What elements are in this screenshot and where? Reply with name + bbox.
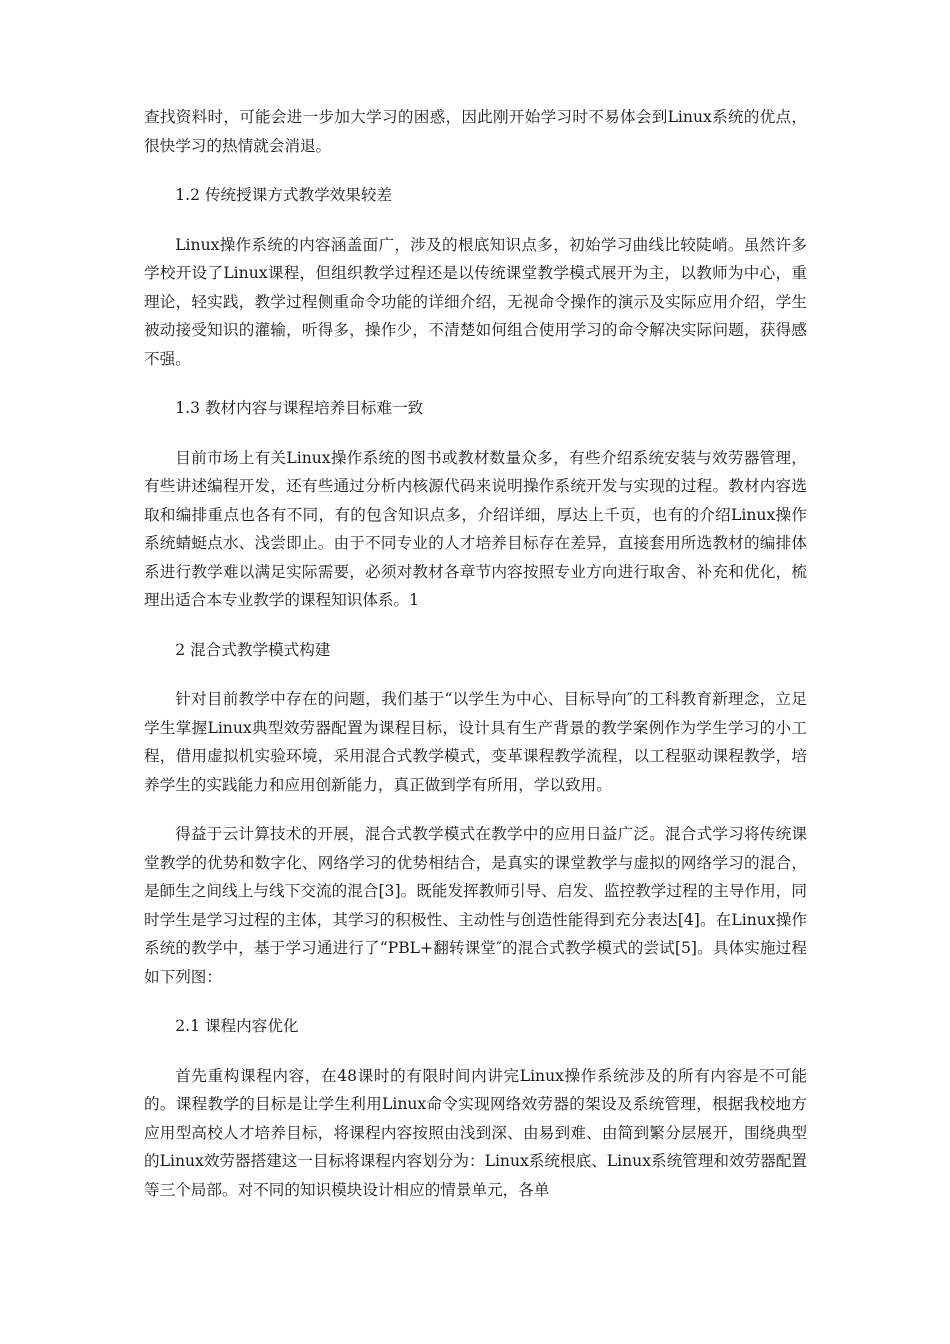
section-heading-1-3: 1.3 教材内容与课程培养目标难一致: [175, 399, 424, 417]
section-heading-2: 2 混合式教学模式构建: [175, 640, 331, 659]
paragraph-2-a: 针对目前教学中存在的问题，我们基于“以学生为中心、目标导向″的工科教育新理念，立足学生掌握Linux典型效劳器配置为课程目标，设计具有生产背景的教学案例作为学生学习的小工程，借用虚拟机实验环境，采用混合式教学模式，变革课程教学流程，以工程驱动课程教学，培养学生的实践能力和应用创新能力，真正做到学有所用，学以致用。: [144, 690, 807, 794]
paragraph-2-b: 得益于云计算技术的开展，混合式教学模式在教学中的应用日益广泛。混合式学习将传统课堂教学的优势和数字化、网络学习的优势相结合，是真实的课堂教学与虚拟的网络学习的混合，是師生之间线上与线下交流的混合[3]。既能发挥教师引导、启发、监控教学过程的主导作用，同时学生是学习过程的主体，其学习的积极性、主动性与创造性能得到充分表达[4]。在Linux操作系统的教学中，基于学习通进行了“PBL+翻转课堂″的混合式教学模式的尝试[5]。具体实施过程如下列图：: [144, 825, 807, 986]
paragraph-1-2: Linux操作系统的内容涵盖面广，涉及的根底知识点多，初始学习曲线比较陡峭。虽然许多学校开设了Linux课程，但组织教学过程还是以传统课堂教学模式展开为主，以教师为中心，重理论，轻实践，教学过程侧重命令功能的详细介绍，无视命令操作的演示及实际应用介绍，学生被动接受知识的灌输，听得多，操作少，不清楚如何组合使用学习的命令解决实际问题，获得感不强。: [144, 235, 807, 368]
paragraph-2-1: 首先重构课程内容，在48课时的有限时间内讲完Linux操作系统涉及的所有内容是不可能的。课程教学的目标是让学生利用Linux命令实现网络效劳器的架设及系统管理，根据我校地方应用型高校人才培养目标，将课程内容按照由浅到深、由易到难、由简到繁分层展开，围绕典型的Linux效劳器搭建这一目标将课程内容划分为：Linux系统根底、Linux系统管理和效劳器配置等三个局部。对不同的知识模块设计相应的情景单元，各单: [144, 1066, 807, 1199]
paragraph-intro: 查找资料时，可能会进一步加大学习的困惑，因此刚开始学习时不易体会到Linux系统的优点，很快学习的热情就会消退。: [144, 108, 807, 155]
document-page: [144, 103, 807, 1225]
paragraph-1-3: 目前市场上有关Linux操作系统的图书或教材数量众多，有些介绍系统安装与效劳器管理，有些讲述编程开发，还有些通过分析内核源代码来说明操作系统开发与实现的过程。教材内容选取和编排重点也各有不同，有的包含知识点多，介绍详细，厚达上千页，也有的介绍Linux操作系统蜻蜓点水、浅尝即止。由于不同专业的人才培养目标存在差异，直接套用所选教材的编排体系进行教学难以满足实际需要，必须对教材各章节内容按照专业方向进行取舍、补充和优化，梳理出适合本专业教学的课程知识体系。1: [144, 448, 807, 609]
section-heading-2-1: 2.1 课程内容优化: [175, 1017, 299, 1035]
section-heading-1-2: 1.2 传统授课方式教学效果较差: [175, 186, 393, 204]
